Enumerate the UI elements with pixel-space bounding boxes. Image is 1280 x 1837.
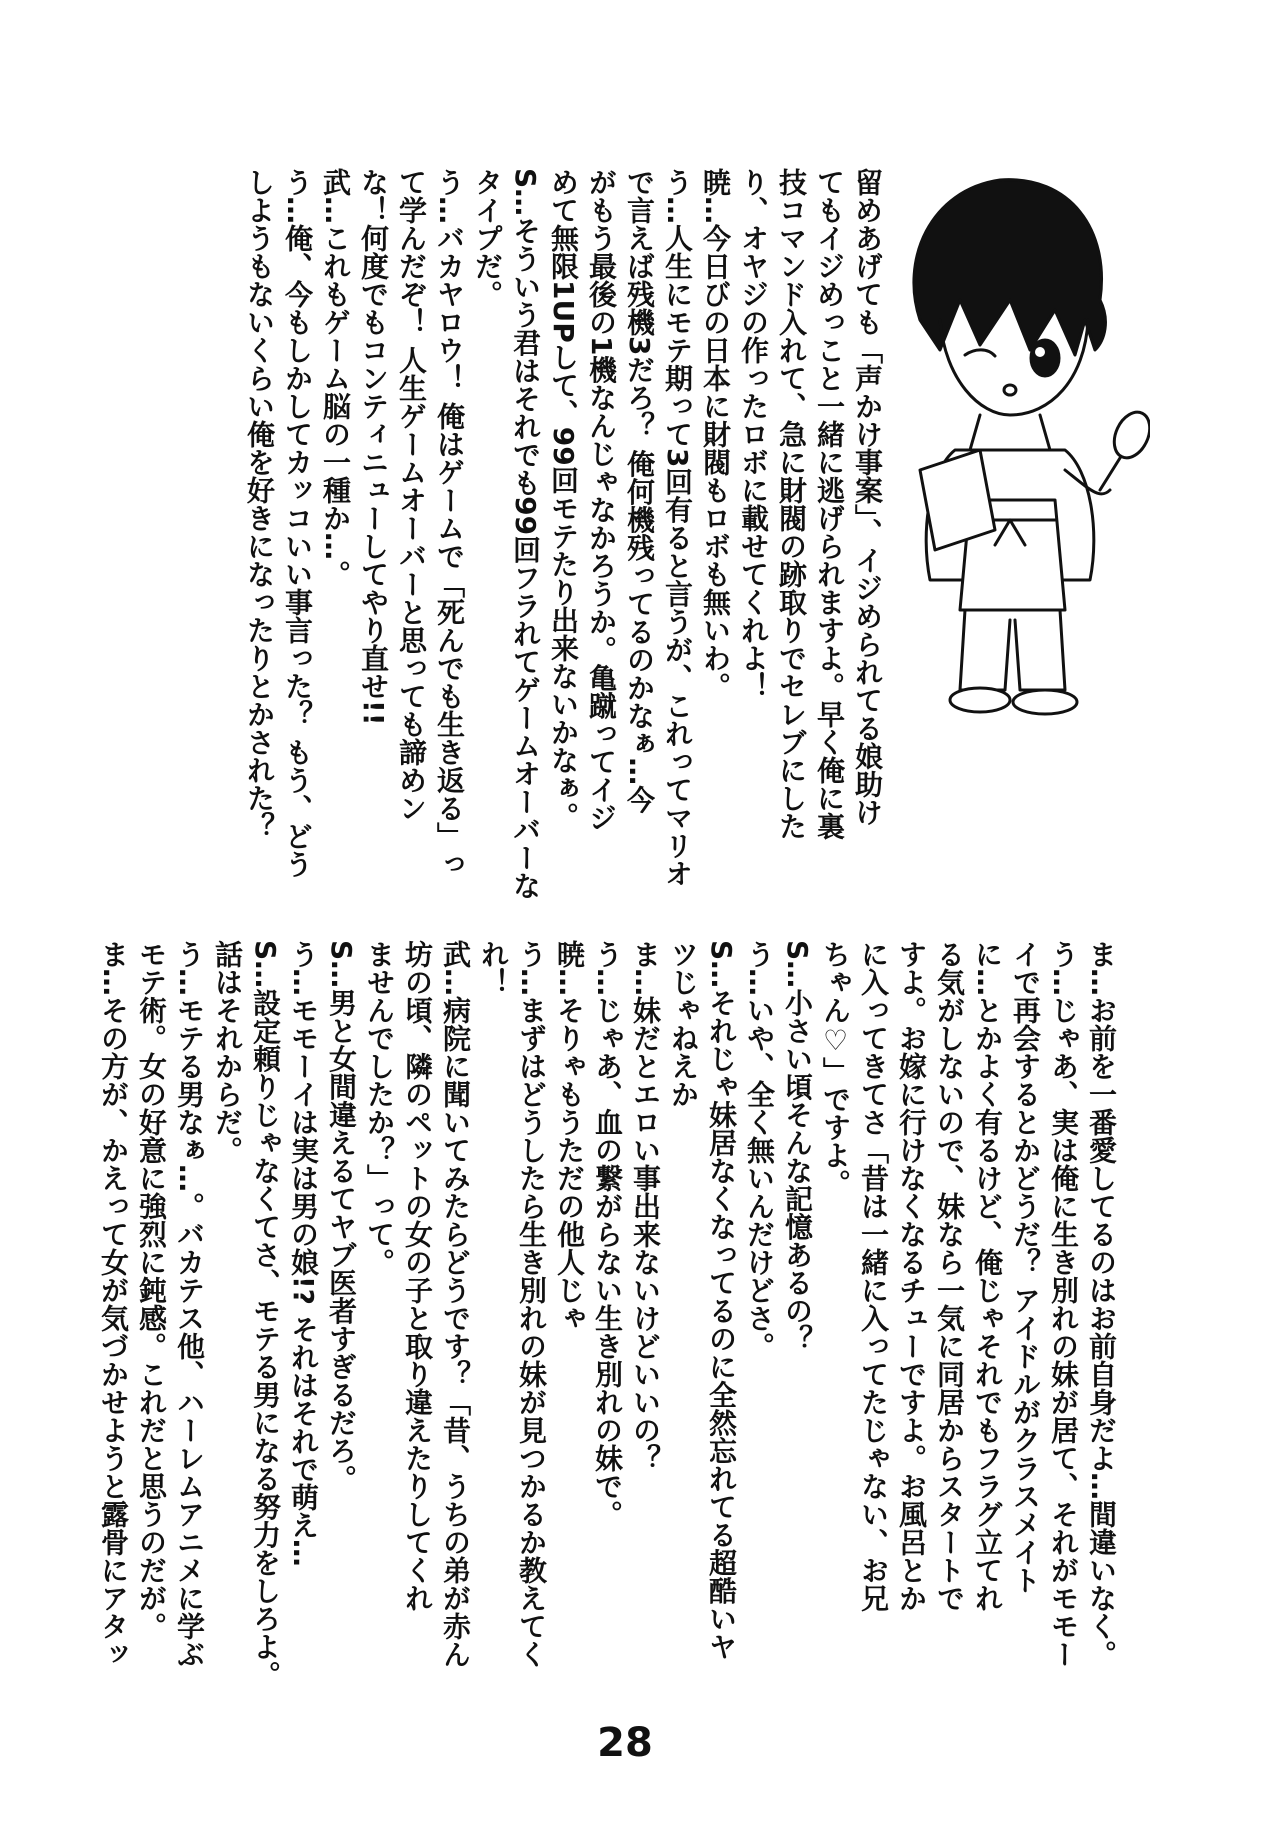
text-line: S…小さい頃そんな記憶あるの？	[781, 940, 814, 1353]
text-line: に入ってきてさ「昔は一緒に入ってたじゃない、お兄	[857, 940, 890, 1612]
text-line: 武…病院に聞いてみたらどうです？「昔、うちの弟が赤ん	[439, 940, 472, 1668]
text-line: 坊の頃、隣のペットの女の子と取り違えたりしてくれ	[401, 940, 434, 1612]
page-number: 28	[597, 1720, 653, 1766]
text-line: 技コマンド入れて、急に財閥の跡取りでセレブにした	[775, 168, 808, 840]
text-line: S…そういう君はそれでも99回フラれてゲームオーバーな	[509, 168, 542, 900]
text-line: 留めあげても「声かけ事案」、イジめられてる娘助け	[851, 168, 884, 826]
text-line: に…とかよく有るけど、俺じゃそれでもフラグ立てれ	[971, 940, 1004, 1612]
text-line: ツじゃねえか	[667, 940, 700, 1108]
text-line: タイプだ。	[471, 168, 504, 308]
text-line: う…いや、全く無いんだけどさ。	[743, 940, 776, 1360]
text-line: う…バカヤロウ！ 俺はゲームで「死んでも生き返る」っ	[433, 168, 466, 878]
text-line: う…モモーイは実は男の娘!? それはそれで萌え…	[287, 940, 320, 1567]
text-line: で言えば残機3だろ？ 俺何機残ってるのかなぁ…今	[623, 168, 656, 814]
text-line: てもイジめっこと一緒に逃げられますよ。早く俺に裏	[813, 168, 846, 840]
text-line: ちゃん♡」ですよ。	[819, 940, 852, 1197]
text-line: S…男と女間違えるてヤブ医者すぎるだろ。	[325, 940, 358, 1493]
text-line: ま…その方が、かえって女が気づかせようと露骨にアタッ	[97, 940, 130, 1668]
text-line: う…まずはどうしたら生き別れの妹が見つかるか教えてく	[515, 940, 548, 1668]
text-line: S…それじゃ妹居なくなってるのに全然忘れてる超酷いヤ	[705, 940, 738, 1661]
text-line: る気がしないので、妹なら一気に同居からスタートで	[933, 940, 966, 1612]
text-line: な！何度でもコンティニューしてやり直せ!!	[357, 168, 390, 726]
text-line: ま…妹だとエロい事出来ないけどいいの？	[629, 940, 662, 1472]
text-line: 暁…そりゃもうただの他人じゃ	[553, 940, 586, 1332]
text-line: イで再会するとかどうだ？ アイドルがクラスメイト	[1009, 940, 1042, 1594]
text-line: モテ術。女の好意に強烈に鈍感。これだと思うのだが。	[135, 940, 168, 1640]
text-line: う…俺、今もしかしてカッコいい事言った？ もう、どう	[281, 168, 314, 878]
text-line: がもう最後の1機なんじゃなかろうか。亀蹴ってイジ	[585, 168, 618, 832]
text-line: すよ。お嫁に行けなくなるチューですよ。お風呂とか	[895, 940, 928, 1612]
chibi-boy-winking-with-ladle-icon	[860, 150, 1150, 720]
text-line: 武…これもゲーム脳の一種か…。	[319, 168, 352, 588]
text-line: て学んだぞ！ 人生ゲームオーバーと思っても諦めン	[395, 168, 428, 822]
dialogue-block-top	[176, 168, 886, 900]
text-line: しようもないくらい俺を好きになったりとかされた？	[243, 168, 276, 840]
text-line: り、オヤジの作ったロボに載せてくれよ！	[737, 168, 770, 700]
dialogue-block-bottom	[97, 940, 1120, 1710]
text-line: う…モテる男なぁ…。バカテス他、ハーレムアニメに学ぶ	[173, 940, 206, 1668]
text-line: う…人生にモテ期って3回有ると言うが、これってマリオ	[661, 168, 694, 888]
text-line: 話はそれからだ。	[211, 940, 244, 1164]
text-line: 暁…今日びの日本に財閥もロボも無いわ。	[699, 168, 732, 700]
text-line: う…じゃあ、血の繋がらない生き別れの妹で。	[591, 940, 624, 1528]
text-line: めて無限1UPして、99回モテたり出来ないかなぁ。	[547, 168, 580, 830]
text-line: れ！	[477, 940, 510, 996]
text-line: う…じゃあ、実は俺に生き別れの妹が居て、それがモモー	[1047, 940, 1080, 1668]
text-line: S…設定頼りじゃなくてさ、モテる男になる努力をしろよ。	[249, 940, 282, 1689]
text-line: ませんでしたか？」って。	[363, 940, 396, 1276]
text-line: ま…お前を一番愛してるのはお前自身だよ…間違いなく。	[1085, 940, 1118, 1668]
